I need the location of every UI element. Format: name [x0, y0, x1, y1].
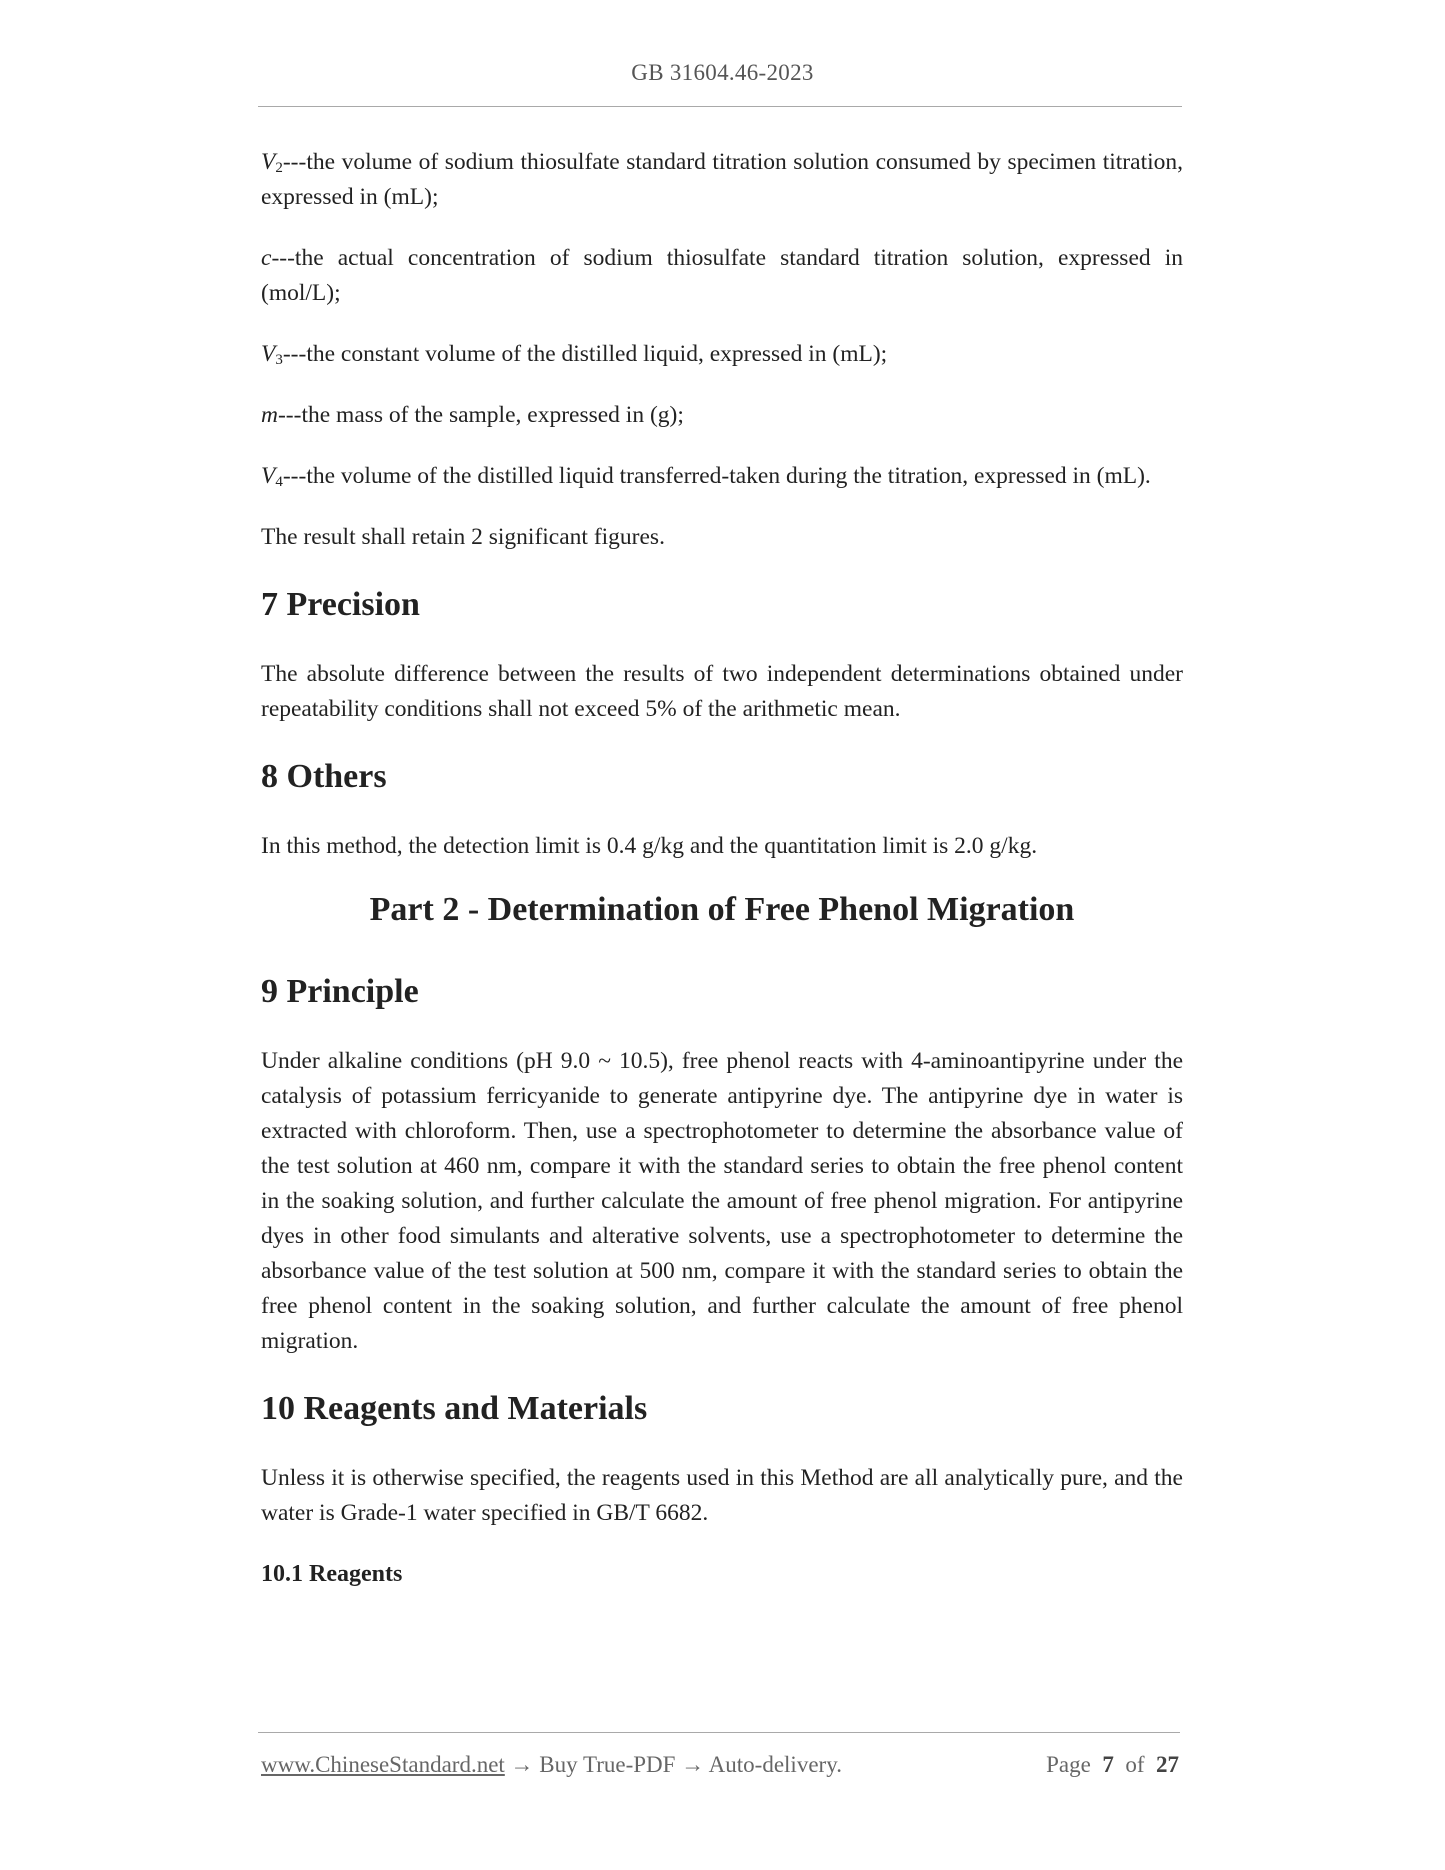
- section-text-reagents: Unless it is otherwise specified, the reagents used in this Method are all analytically pure, and the water is Grade-1 water specified in GB/T 6682.: [261, 1465, 1183, 1526]
- subsection-heading-reagents: 10.1 Reagents: [261, 1561, 403, 1587]
- definition-text: ---the constant volume of the distilled liquid, expressed in (mL);: [282, 341, 888, 367]
- footer-promo: [261, 1752, 842, 1778]
- page-content: [261, 145, 1183, 1591]
- symbol: V: [261, 341, 276, 367]
- current-page: 7: [1102, 1752, 1114, 1777]
- symbol-subscript: 2: [275, 160, 283, 176]
- total-pages: 27: [1156, 1752, 1179, 1777]
- buy-pdf-text: Buy True-PDF: [539, 1752, 676, 1777]
- symbol-subscript: 3: [275, 352, 283, 368]
- section-text-principle: Under alkaline conditions (pH 9.0 ~ 10.5), free phenol reacts with 4-aminoantipyrine under the catalysis of potassium ferricyanide to generate antipyrine dye. The antipyrine dye in water is extracted with chloroform. Then, use a spectrophotometer to determine the absorbance value of the test solution at 460 nm, compare it with the standard series to obtain the free phenol content in the soaking solution, and further calculate the amount of free phenol migration. For antipyrine dyes in other food simulants and alterative solvents, use a spectrophotometer to determine the absorbance value of the test solution at 500 nm, compare it with the standard series to obtain the free phenol content in the soaking solution, and further calculate the amount of free phenol migration.: [261, 1048, 1183, 1354]
- symbol: V: [261, 463, 276, 489]
- symbol-subscript: 4: [275, 474, 283, 490]
- arrow-right-icon: →: [510, 1752, 534, 1777]
- definition-text: ---the mass of the sample, expressed in (g);: [277, 402, 684, 428]
- symbol: m: [261, 402, 278, 428]
- auto-delivery-text: Auto-delivery.: [708, 1752, 842, 1777]
- page-number: [1046, 1752, 1179, 1778]
- definition-text: ---the volume of the distilled liquid transferred-taken during the titration, expressed in (mL).: [282, 463, 1151, 489]
- definition-c: [261, 241, 1183, 311]
- section-text-others: In this method, the detection limit is 0.4 g/kg and the quantitation limit is 2.0 g/kg.: [261, 833, 1038, 859]
- symbol: V: [261, 149, 276, 175]
- section-heading-others: 8 Others: [261, 758, 387, 795]
- definition-text: ---the actual concentration of sodium thiosulfate standard titration solution, expressed in (mol/L);: [261, 245, 1183, 306]
- arrow-right-icon: →: [681, 1752, 705, 1777]
- section-text-precision: The absolute difference between the results of two independent determinations obtained under repeatability conditions shall not exceed 5% of the arithmetic mean.: [261, 661, 1183, 722]
- part-heading: Part 2 - Determination of Free Phenol Migration: [369, 891, 1075, 928]
- footer-divider: [258, 1732, 1180, 1733]
- site-link[interactable]: www.ChineseStandard.net: [261, 1752, 505, 1777]
- definition-text: ---the volume of sodium thiosulfate standard titration solution consumed by specimen titration, expressed in (mL);: [261, 149, 1183, 210]
- section-heading-principle: 9 Principle: [261, 973, 419, 1010]
- document-header: GB 31604.46-2023: [631, 60, 814, 85]
- section-heading-precision: 7 Precision: [261, 586, 420, 623]
- section-heading-reagents: 10 Reagents and Materials: [261, 1390, 648, 1427]
- definition-v2: [261, 145, 1183, 215]
- definition-v3: [261, 337, 1183, 372]
- definition-m: [261, 398, 1183, 433]
- symbol: c: [261, 245, 272, 271]
- page-label: Page: [1046, 1752, 1091, 1777]
- definition-v4: [261, 459, 1183, 494]
- page-of-label: of: [1125, 1752, 1145, 1777]
- result-note: The result shall retain 2 significant figures.: [261, 524, 665, 550]
- header-divider: [258, 106, 1182, 107]
